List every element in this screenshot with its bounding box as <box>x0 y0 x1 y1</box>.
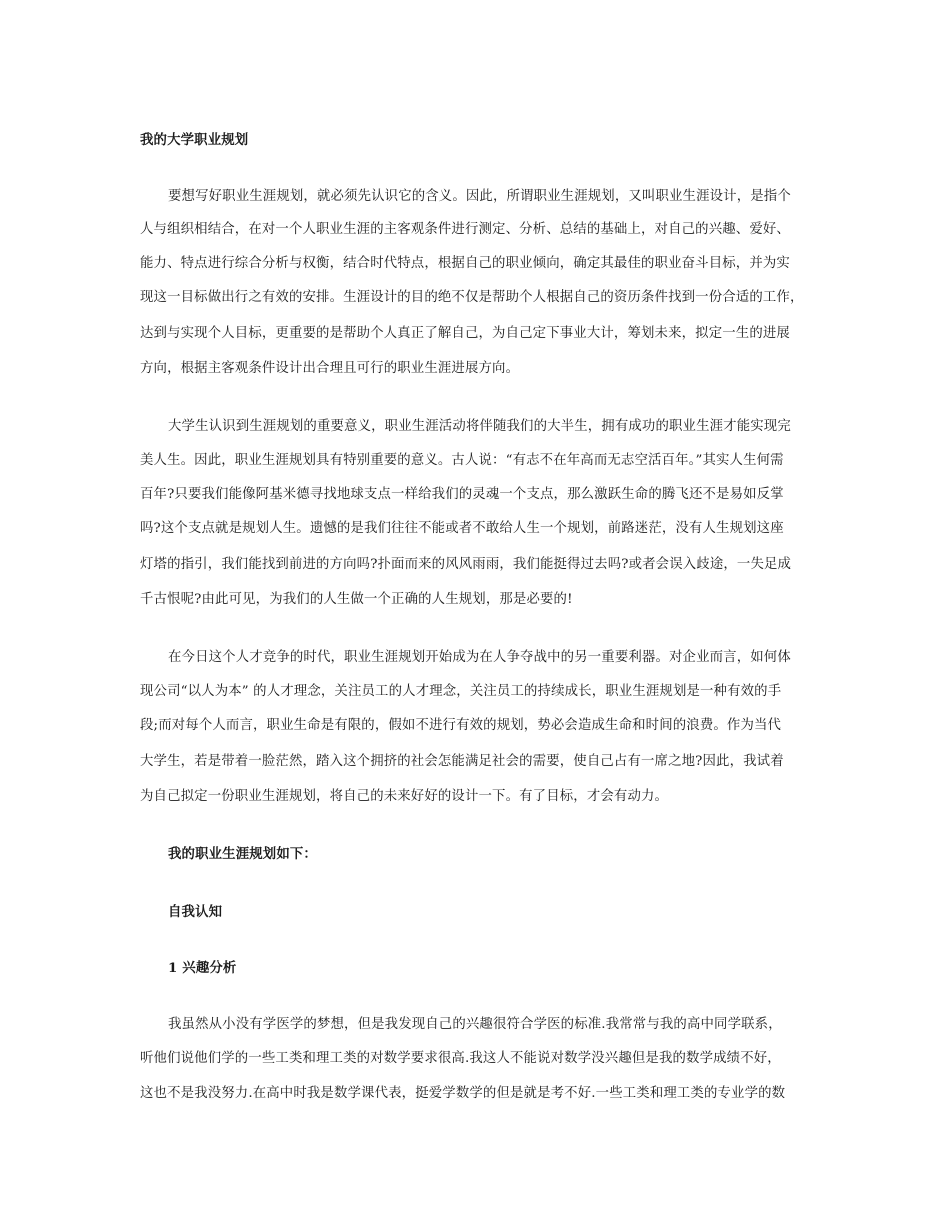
text-line: 现这一目标做出行之有效的安排。生涯设计的目的绝不仅是帮助个人根据自己的资历条件找到一份合适的工作， <box>140 290 804 305</box>
text-line: 现公司“以人为本” 的人才理念，关注员工的人才理念，关注员工的持续成长，职业生涯规划是一种有效的手 <box>140 684 782 699</box>
text-line: 这也不是我没努力.在高中时我是数学课代表，挺爱学数学的但是就是考不好.一些工类和理工类的专业学的数 <box>140 1086 786 1101</box>
text-line: 大学生认识到生涯规划的重要意义，职业生涯活动将伴随我们的大半生，拥有成功的职业生涯才能实现完 <box>168 419 791 434</box>
section-heading-self-awareness: 自我认知 <box>168 904 223 920</box>
text-line: 千古恨呢?由此可见，为我们的人生做一个正确的人生规划，那是必要的! <box>140 592 573 607</box>
text-line: 在今日这个人才竞争的时代，职业生涯规划开始成为在人争夺战中的另一重要利器。对企业而言，如何体 <box>168 650 791 665</box>
text-line: 段;而对每个人而言，职业生命是有限的，假如不进行有效的规划，势必会造成生命和时间的浪费。作为当代 <box>140 718 782 733</box>
text-line: 要想写好职业生涯规划，就必须先认识它的含义。因此，所谓职业生涯规划，又叫职业生涯设计，是指个 <box>168 189 791 204</box>
text-line: 吗?这个支点就是规划人生。遗憾的是我们往往不能或者不敢给人生一个规划，前路迷茫，没有人生规划这座 <box>140 521 784 536</box>
text-line: 百年?只要我们能像阿基米德寻找地球支点一样给我们的灵魂一个支点，那么激跃生命的腾飞还不是易如反掌 <box>140 487 784 502</box>
document-title: 我的大学职业规划 <box>140 132 249 148</box>
text-line: 大学生，若是带着一脸茫然，踏入这个拥挤的社会怎能满足社会的需要，使自己占有一席之地?因此，我试着 <box>140 754 784 769</box>
section-heading-interest: 1 兴趣分析 <box>168 960 237 976</box>
section-heading-plan: 我的职业生涯规划如下： <box>168 846 317 862</box>
text-line: 方向，根据主客观条件设计出合理且可行的职业生涯进展方向。 <box>140 361 520 376</box>
text-line: 听他们说他们学的一些工类和理工类的对数学要求很高.我这人不能说对数学没兴趣但是我的数学成绩不好， <box>140 1051 781 1066</box>
text-line: 达到与实现个人目标，更重要的是帮助个人真正了解自己，为自己定下事业大计，筹划未来，拟定一生的进展 <box>140 326 790 341</box>
text-line: 灯塔的指引，我们能找到前进的方向吗?扑面而来的风风雨雨，我们能挺得过去吗?或者会误入歧途，一失足成 <box>140 557 792 572</box>
text-line: 人与组织相结合，在对一个人职业生涯的主客观条件进行测定、分析、总结的基础上，对自己的兴趣、爱好、 <box>140 222 790 237</box>
text-line: 能力、特点进行综合分析与权衡，结合时代特点，根据自己的职业倾向，确定其最佳的职业奋斗目标，并为实 <box>140 256 790 271</box>
text-line: 我虽然从小没有学医学的梦想，但是我发现自己的兴趣很符合学医的标准.我常常与我的高中同学联系， <box>168 1017 782 1032</box>
text-line: 为自己拟定一份职业生涯规划，将自己的未来好好的设计一下。有了目标，才会有动力。 <box>140 789 669 804</box>
text-line: 美人生。因此，职业生涯规划具有特别重要的意义。古人说：“有志不在年高而无志空活百年。”其实人生何需 <box>140 453 784 468</box>
